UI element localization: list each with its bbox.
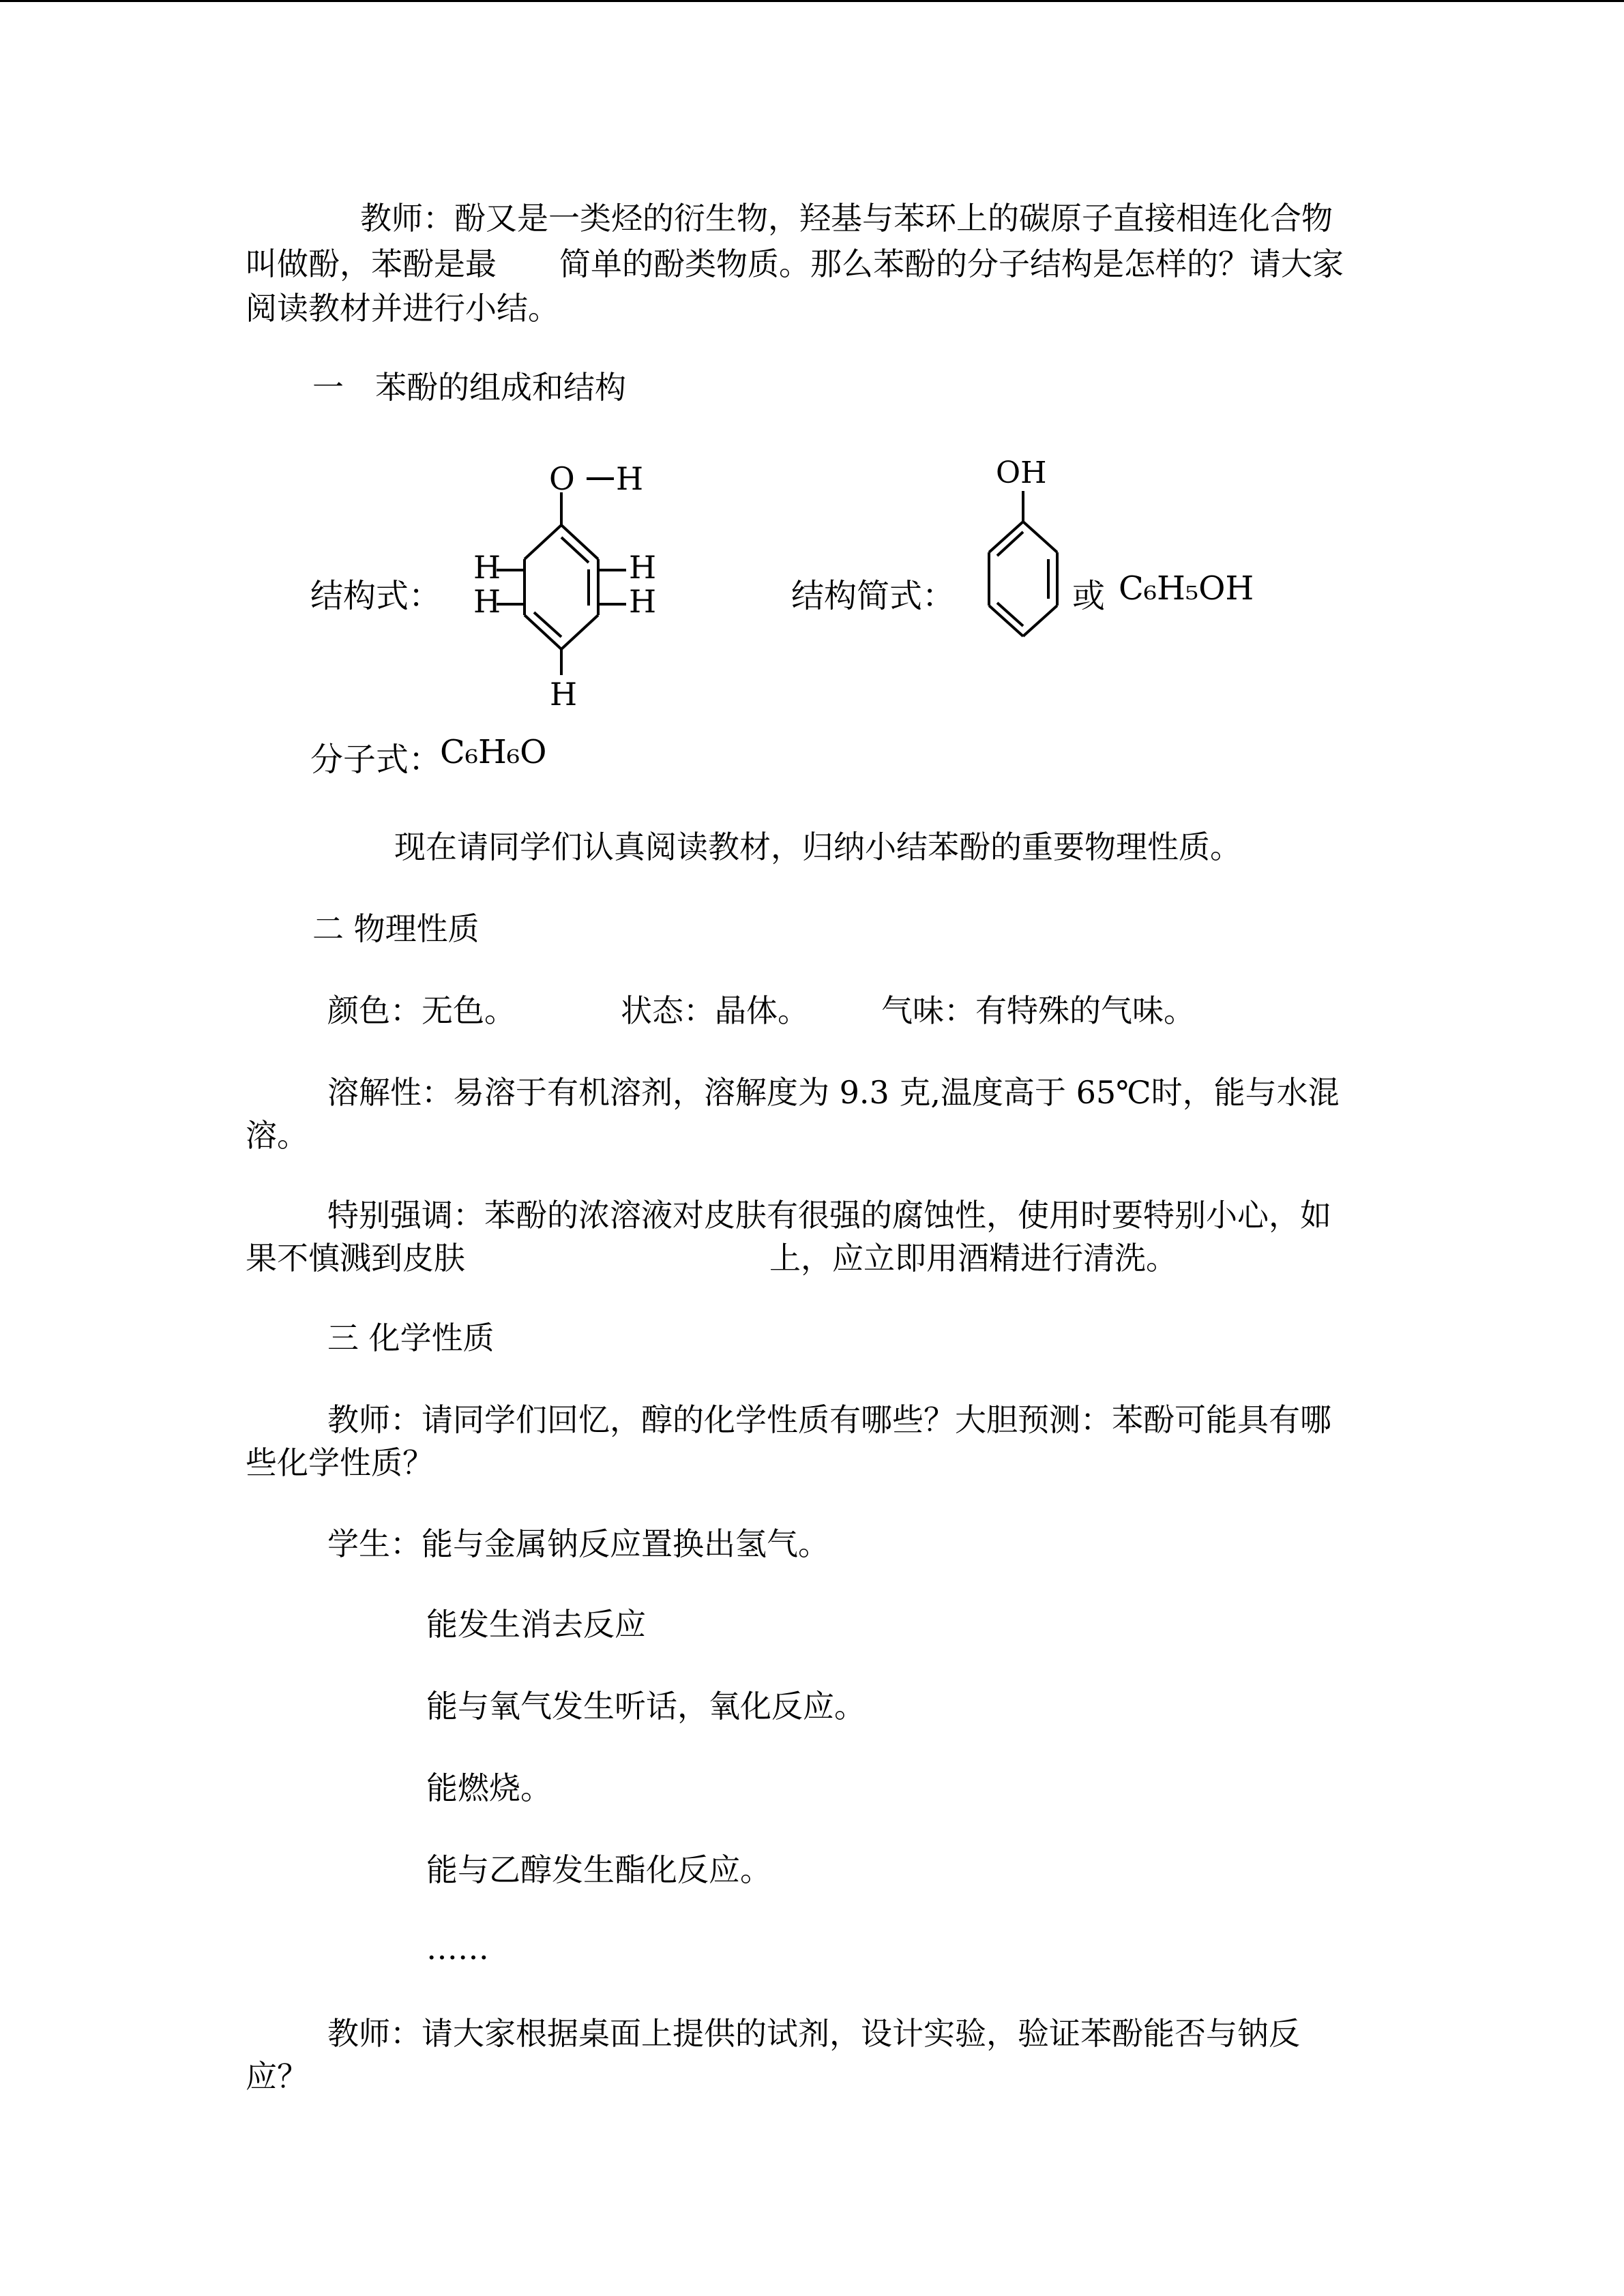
hydroxyl-group-label: OH	[996, 456, 1047, 490]
solubility-line-2: 溶。	[246, 1117, 308, 1154]
list-item: 能发生消去反应	[426, 1606, 646, 1643]
teacher-question-line-1: 教师：请同学们回忆，醇的化学性质有哪些？大胆预测：苯酚可能具有哪	[327, 1401, 1331, 1438]
alt-formula-prefix: 或	[1072, 577, 1106, 615]
caution-line-1: 特别强调：苯酚的浓溶液对皮肤有很强的腐蚀性，使用时要特别小心，如	[327, 1197, 1331, 1234]
atom-hydrogen: H	[629, 583, 657, 620]
property-smell: 气味：有特殊的气味。	[881, 992, 1195, 1029]
condensed-formula: C₆H₅OH	[1119, 569, 1254, 608]
structural-formula-diagram	[450, 450, 682, 723]
teacher-task-line-2: 应？	[246, 2058, 308, 2095]
property-state: 状态：晶体。	[621, 992, 809, 1029]
list-item: ……	[426, 1930, 489, 1967]
intro-line-2: 叫做酚，苯酚是最 简单的酚类物质。那么苯酚的分子结构是怎样的？请大家	[246, 245, 1344, 282]
page-top-border	[0, 0, 1624, 2]
caution-line-2a: 果不慎溅到皮肤	[246, 1240, 465, 1277]
section-2-heading: 二 物理性质	[312, 910, 479, 947]
simplified-formula-diagram	[955, 450, 1078, 648]
atom-hydrogen: H	[473, 583, 501, 620]
molecular-formula: C₆H₆O	[440, 733, 547, 771]
solubility-line-1: 溶解性：易溶于有机溶剂，溶解度为 9.3 克,温度高于 65℃时，能与水混	[327, 1074, 1340, 1111]
teacher-task-line-1: 教师：请大家根据桌面上提供的试剂，设计实验，验证苯酚能否与钠反	[327, 2015, 1300, 2052]
list-item: 能与乙醇发生酯化反应。	[426, 1851, 771, 1888]
atom-hydrogen: H	[616, 460, 644, 497]
caution-line-2b: 上，应立即用酒精进行清洗。	[769, 1240, 1177, 1277]
atom-hydrogen: H	[629, 549, 657, 586]
intro-line-3: 阅读教材并进行小结。	[246, 290, 559, 327]
section-1-heading: 一 苯酚的组成和结构	[312, 369, 626, 406]
teacher-question-line-2: 些化学性质？	[246, 1444, 434, 1481]
atom-hydrogen: H	[473, 549, 501, 586]
property-color: 颜色：无色。	[327, 992, 516, 1029]
structural-formula-label: 结构式：	[310, 577, 442, 615]
student-answer-lead: 学生：能与金属钠反应置换出氢气。	[327, 1525, 829, 1562]
atom-oxygen: O	[549, 460, 575, 497]
atom-hydrogen: H	[550, 676, 578, 713]
physical-properties-prompt: 现在请同学们认真阅读教材，归纳小结苯酚的重要物理性质。	[394, 829, 1241, 865]
section-3-heading: 三 化学性质	[327, 1320, 494, 1356]
simplified-formula-label: 结构简式：	[791, 577, 956, 615]
list-item: 能燃烧。	[426, 1770, 552, 1806]
list-item: 能与氧气发生听话，氧化反应。	[426, 1688, 866, 1725]
intro-line-1: 教师：酚又是一类烃的衍生物，羟基与苯环上的碳原子直接相连化合物	[360, 200, 1333, 237]
molecular-formula-label: 分子式：	[310, 741, 442, 779]
